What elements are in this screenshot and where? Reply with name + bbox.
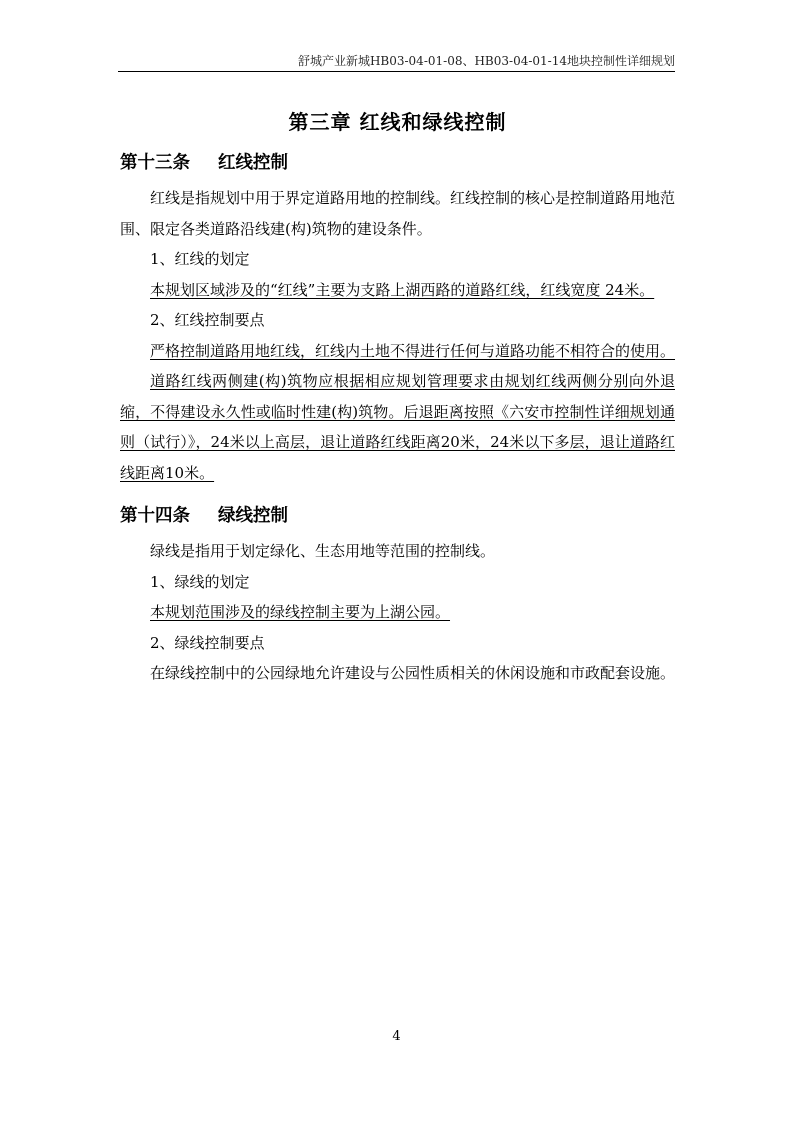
article-14-number: 第十四条 [120, 506, 190, 526]
article-13-setback-rule: 道路红线两侧建(构)筑物应根据相应规划管理要求由规划红线两侧分别向外退缩，不得建设永久性或临时性建(构)筑物。后退距离按照《六安市控制性详细规划通则（试行）》，24米以上高层，退让道路红线距离20米，24米以下多层，退让道路红线距离10米。 [120, 372, 675, 482]
article-13-redline-scope: 本规划区域涉及的“红线”主要为支路上湖西路的道路红线，红线宽度 24米。 [150, 280, 655, 299]
article-13-heading [120, 149, 675, 177]
article-14-title: 绿线控制 [218, 506, 288, 526]
page-number: 4 [392, 1029, 401, 1044]
article-14-control-rule: 在绿线控制中的公园绿地允许建设与公园性质相关的休闲设施和市政配套设施。 [150, 664, 676, 682]
article-13-number: 第十三条 [120, 153, 190, 173]
article-13-subheading-1: 1、红线的划定 [150, 250, 250, 268]
article-14-definition: 绿线是指用于划定绿化、生态用地等范围的控制线。 [150, 542, 496, 560]
header-rule [118, 71, 675, 72]
article-14-subheading-2: 2、绿线控制要点 [150, 633, 265, 652]
chapter-title: 第三章 红线和绿线控制 [288, 110, 507, 134]
article-14-heading [120, 502, 675, 530]
article-14-subheading-1: 1、绿线的划定 [150, 572, 250, 591]
page-body [120, 106, 675, 689]
article-13-control-rule: 严格控制道路用地红线，红线内土地不得进行任何与道路功能不相符合的使用。 [150, 341, 676, 360]
article-13-definition: 红线是指规划中用于界定道路用地的控制线。红线控制的核心是控制道路用地范围、限定各类道路沿线建(构)筑物的建设条件。 [120, 189, 676, 238]
article-14-greenline-scope: 本规划范围涉及的绿线控制主要为上湖公园。 [150, 603, 451, 621]
article-13-subheading-2: 2、红线控制要点 [150, 311, 265, 329]
article-13-title: 红线控制 [218, 153, 288, 173]
running-header: 舒城产业新城HB03-04-01-08、HB03-04-01-14地块控制性详细规划 [297, 54, 675, 68]
